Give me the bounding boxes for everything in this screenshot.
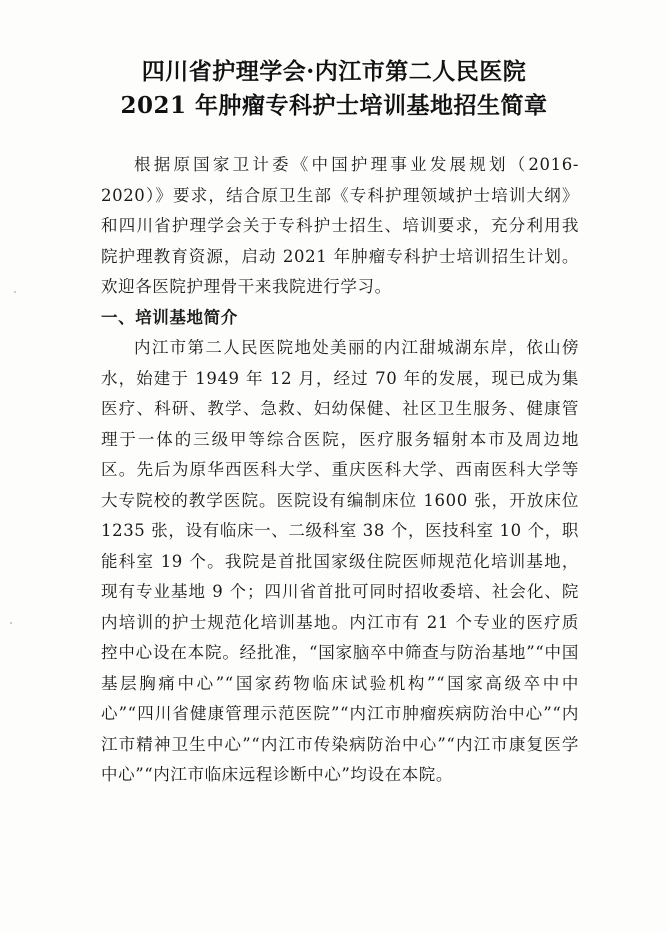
intro-paragraph: 根据原国家卫计委《中国护理事业发展规划（2016-2020）》要求，结合原卫生部《专科护理领域护士培训大纲》和四川省护理学会关于专科护士招生、培训要求，充分利用我院护理教育资源，启动 2021 年肿瘤专科护士培训招生计划。欢迎各医院护理骨干来我院进行学习。: [101, 155, 579, 296]
document-body: [101, 150, 579, 791]
scan-speck: [14, 291, 16, 293]
document-title-line-2: 2021 年肿瘤专科护士培训基地招生简章: [120, 92, 548, 119]
scan-speck: [10, 622, 12, 624]
document-title-line-1: 四川省护理学会·内江市第二人民医院: [141, 58, 527, 85]
section-1-paragraph: 内江市第二人民医院地处美丽的内江甜城湖东岸，依山傍水，始建于 1949 年 12 月，经过 70 年的发展，现已成为集医疗、科研、教学、急救、妇幼保健、社区卫生服务、健康管理于一体的三级甲等综合医院，医疗服务辐射本市及周边地区。先后为原华西医科大学、重庆医科大学、西南医科大学等大专院校的教学医院。医院设有编制床位 1600 张，开放床位 1235 张，设有临床一、二级科室 38 个，医技科室 10 个，职能科室 19 个。我院是首批国家级住院医师规范化培训基地，现有专业基地 9 个；四川省首批可同时招收委培、社会化、院内培训的护士规范化培训基地。内江市有 21 个专业的医疗质控中心设在本院。经批准，“国家脑卒中筛查与防治基地”“中国基层胸痛中心”“国家药物临床试验机构”“国家高级卒中中心”“四川省健康管理示范医院”“内江市肿瘤疾病防治中心”“内江市精神卫生中心”“内江市传染病防治中心”“内江市康复医学中心”“内江市临床远程诊断中心”均设在本院。: [101, 338, 579, 784]
section-heading-1: 一、培训基地简介: [101, 307, 238, 327]
